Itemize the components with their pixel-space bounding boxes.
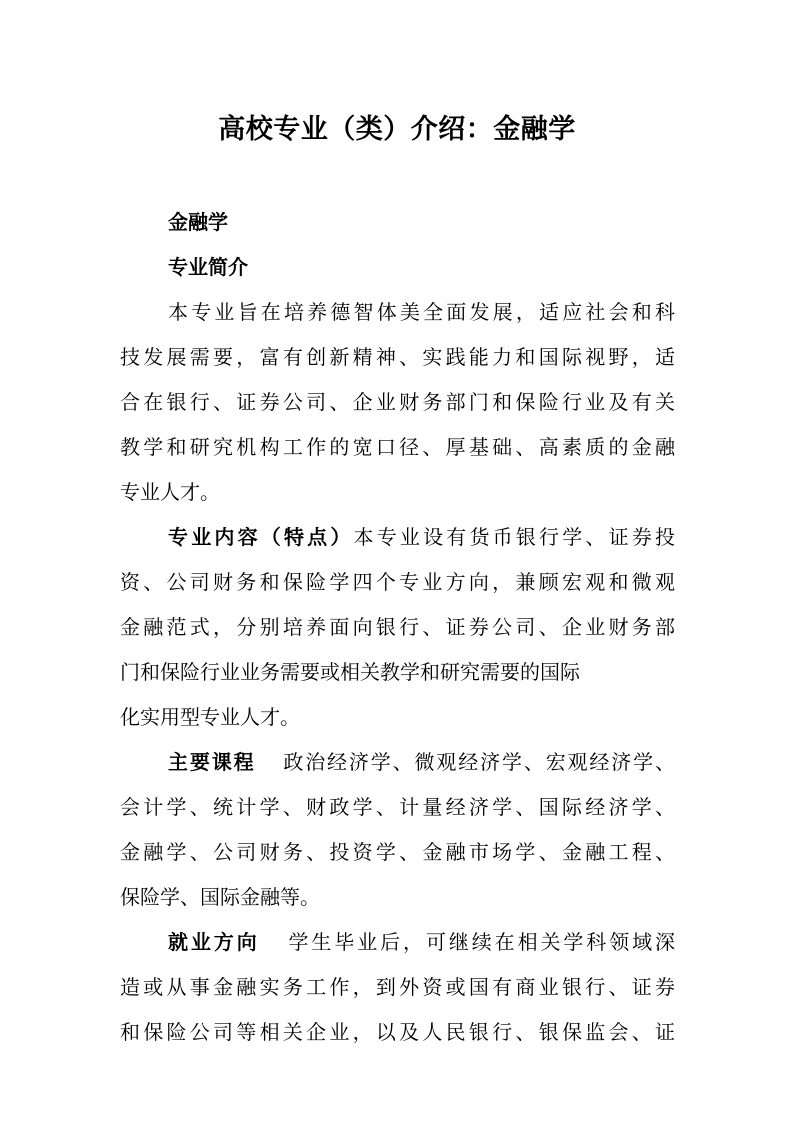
courses-line: 会计学、统计学、财政学、计量经济学、国际经济学、	[120, 795, 675, 819]
career-line-first	[120, 920, 675, 965]
intro-line: 本专业旨在培养德智体美全面发展，适应社会和科	[168, 300, 675, 324]
intro-paragraph	[120, 290, 675, 515]
intro-line: 合在银行、证券公司、企业财务部门和保险行业及有关	[120, 390, 675, 414]
major-name-heading: 金融学	[168, 210, 228, 234]
page-title: 高校专业（类）介绍：金融学	[218, 114, 576, 145]
content-line: 金融范式，分别培养面向银行、证券公司、企业财务部	[120, 615, 675, 639]
content-line: 化实用型专业人才。	[120, 705, 300, 729]
intro-line: 技发展需要，富有创新精神、实践能力和国际视野，适	[120, 345, 675, 369]
career-line: 造或从事金融实务工作，到外资或国有商业银行、证券	[120, 975, 675, 999]
intro-line: 专业人才。	[120, 480, 220, 504]
career-label: 就业方向	[168, 930, 260, 954]
career-paragraph	[120, 920, 675, 1055]
content-line: 本专业设有货币银行学、证券投	[353, 525, 676, 549]
courses-line: 政治经济学、微观经济学、宏观经济学、	[281, 750, 676, 774]
courses-label: 主要课程	[168, 750, 256, 774]
content-paragraph	[120, 515, 675, 740]
intro-heading: 专业简介	[168, 255, 248, 279]
career-line: 学生毕业后，可继续在相关学科领域深	[285, 930, 676, 954]
courses-paragraph	[120, 740, 675, 920]
courses-line-first	[120, 740, 675, 785]
career-line: 和保险公司等相关企业，以及人民银行、银保监会、证	[120, 1020, 675, 1044]
courses-line: 金融学、公司财务、投资学、金融市场学、金融工程、	[120, 840, 675, 864]
document-body	[120, 200, 675, 1055]
content-line-first	[120, 515, 675, 560]
content-line: 门和保险行业业务需要或相关教学和研究需要的国际	[120, 660, 580, 684]
intro-line: 教学和研究机构工作的宽口径、厚基础、高素质的金融	[120, 435, 675, 459]
content-label: 专业内容（特点）	[168, 525, 354, 549]
content-line: 资、公司财务和保险学四个专业方向，兼顾宏观和微观	[120, 570, 675, 594]
courses-line: 保险学、国际金融等。	[120, 885, 320, 909]
